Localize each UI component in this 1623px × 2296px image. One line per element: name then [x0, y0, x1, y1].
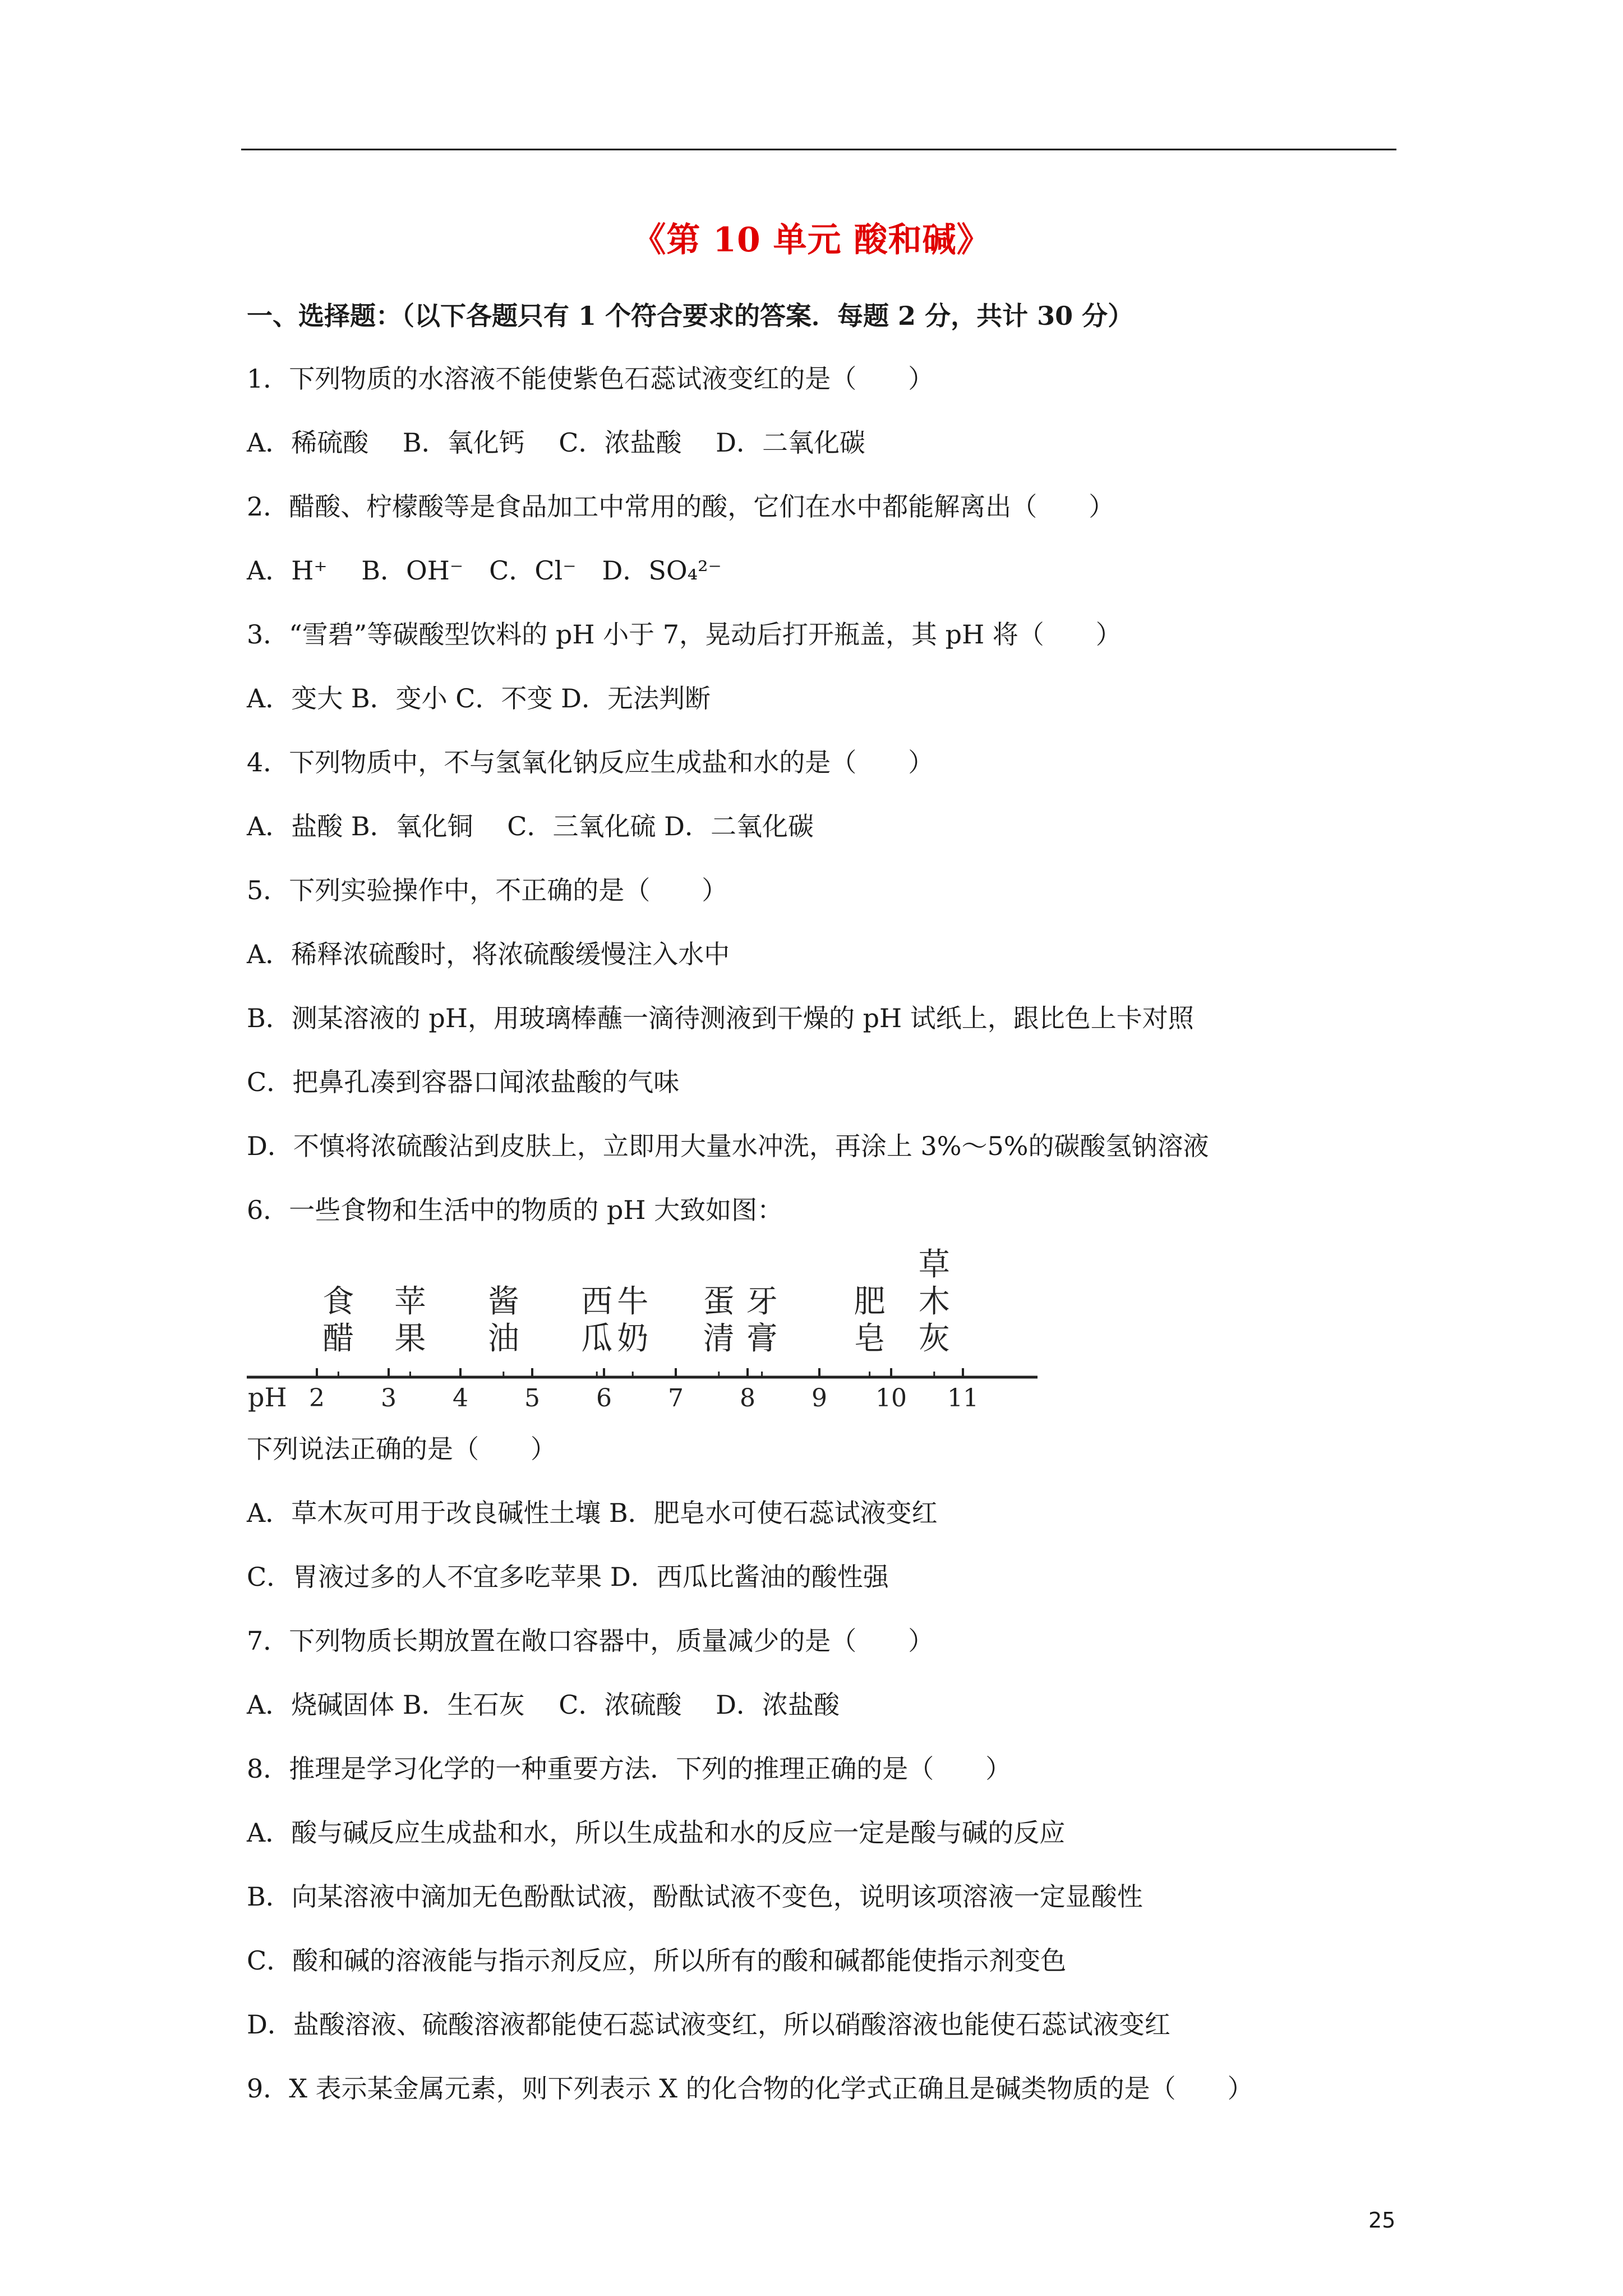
- question-6-prompt: 下列说法正确的是（ ）: [247, 1434, 556, 1464]
- question-5-option-d: D．不慎将浓硫酸沾到皮肤上，立即用大量水冲洗，再涂上 3%～5%的碳酸氢钠溶液: [247, 1131, 1209, 1161]
- ph-tick-label-10: 10: [875, 1384, 907, 1412]
- question-8: 8．推理是学习化学的一种重要方法．下列的推理正确的是（ ）: [247, 1754, 1012, 1784]
- ph-tick-label-6: 6: [596, 1384, 612, 1412]
- ph-scale-svg: [247, 1245, 1040, 1416]
- ph-tick-label-2: 2: [309, 1384, 325, 1412]
- question-7: 7．下列物质长期放置在敞口容器中，质量减少的是（ ）: [247, 1626, 934, 1656]
- ph-tick-label-7: 7: [668, 1384, 684, 1412]
- question-2-options: A．H⁺ B．OH⁻ C．Cl⁻ D．SO₄²⁻: [247, 555, 722, 586]
- ph-item-label-char: 膏: [746, 1320, 778, 1357]
- ph-tick-label-9: 9: [811, 1384, 827, 1412]
- question-4-options: A．盐酸 B．氧化铜 C．三氧化硫 D．二氧化碳: [247, 811, 814, 841]
- question-3: 3．“雪碧”等碳酸型饮料的 pH 小于 7，晃动后打开瓶盖，其 pH 将（ ）: [247, 619, 1122, 650]
- question-5-option-c: C．把鼻孔凑到容器口闻浓盐酸的气味: [247, 1067, 680, 1097]
- ph-item-label-char: 牛: [617, 1283, 649, 1320]
- ph-item-label-char: 西: [581, 1283, 613, 1320]
- ph-tick-label-5: 5: [524, 1384, 540, 1412]
- page-number: 25: [1368, 2208, 1396, 2233]
- ph-item-label-char: 醋: [322, 1320, 354, 1357]
- question-8-option-a: A．酸与碱反应生成盐和水，所以生成盐和水的反应一定是酸与碱的反应: [247, 1818, 1066, 1848]
- question-2: 2．醋酸、柠檬酸等是食品加工中常用的酸，它们在水中都能解离出（ ）: [247, 491, 1115, 522]
- ph-item-label-char: 牙: [746, 1283, 778, 1320]
- ph-item-label-char: 肥: [854, 1283, 886, 1320]
- question-6: 6．一些食物和生活中的物质的 pH 大致如图：: [247, 1195, 783, 1225]
- question-6-options-cd: C．胃液过多的人不宜多吃苹果 D．西瓜比酱油的酸性强: [247, 1562, 889, 1592]
- header-rule: [241, 149, 1396, 150]
- ph-item-label-char: 食: [322, 1283, 354, 1320]
- ph-item-label-char: 草: [918, 1246, 950, 1283]
- question-5: 5．下列实验操作中，不正确的是（ ）: [247, 875, 728, 905]
- question-8-option-c: C．酸和碱的溶液能与指示剂反应，所以所有的酸和碱都能使指示剂变色: [247, 1945, 1067, 1976]
- ph-item-label-char: 瓜: [581, 1320, 613, 1357]
- ph-item-label-char: 酱: [487, 1283, 519, 1320]
- ph-item-label-char: 奶: [617, 1320, 649, 1357]
- ph-item-label-char: 苹: [394, 1283, 426, 1320]
- question-8-option-b: B．向某溶液中滴加无色酚酞试液，酚酞试液不变色，说明该项溶液一定显酸性: [247, 1881, 1143, 1912]
- question-5-option-a: A．稀释浓硫酸时，将浓硫酸缓慢注入水中: [247, 939, 730, 969]
- section-heading: 一、选择题：（以下各题只有 1 个符合要求的答案．每题 2 分，共计 30 分）: [247, 301, 1134, 331]
- question-7-options: A．烧碱固体 B．生石灰 C．浓硫酸 D．浓盐酸: [247, 1690, 840, 1720]
- ph-item-label-char: 木: [918, 1283, 950, 1320]
- ph-item-label-char: 油: [487, 1320, 519, 1357]
- question-1: 1．下列物质的水溶液不能使紫色石蕊试液变红的是（ ）: [247, 364, 934, 394]
- question-1-options: A．稀硫酸 B．氧化钙 C．浓盐酸 D．二氧化碳: [247, 427, 865, 458]
- ph-tick-label-11: 11: [947, 1384, 979, 1412]
- question-5-option-b: B．测某溶液的 pH，用玻璃棒蘸一滴待测液到干燥的 pH 试纸上，跟比色上卡对照: [247, 1003, 1194, 1033]
- ph-scale-figure: [247, 1245, 1040, 1416]
- ph-item-label-char: 皂: [854, 1320, 886, 1357]
- ph-item-label-char: 清: [703, 1320, 735, 1357]
- ph-item-label-char: 灰: [918, 1320, 950, 1357]
- ph-item-label-char: 果: [394, 1320, 426, 1357]
- ph-tick-label-3: 3: [381, 1384, 396, 1412]
- ph-axis-label: pH: [248, 1382, 287, 1412]
- question-9: 9．X 表示某金属元素，则下列表示 X 的化合物的化学式正确且是碱类物质的是（ ）: [247, 2073, 1253, 2104]
- question-3-options: A．变大 B．变小 C．不变 D．无法判断: [247, 683, 711, 714]
- ph-tick-label-8: 8: [740, 1384, 755, 1412]
- question-8-option-d: D．盐酸溶液、硫酸溶液都能使石蕊试液变红，所以硝酸溶液也能使石蕊试液变红: [247, 2009, 1170, 2040]
- page-title: 《第 10 单元 酸和碱》: [632, 220, 991, 260]
- question-4: 4．下列物质中，不与氢氧化钠反应生成盐和水的是（ ）: [247, 747, 934, 777]
- ph-tick-label-4: 4: [453, 1384, 468, 1412]
- ph-item-label-char: 蛋: [703, 1283, 735, 1320]
- question-6-options-ab: A．草木灰可用于改良碱性土壤 B．肥皂水可使石蕊试液变红: [247, 1498, 938, 1528]
